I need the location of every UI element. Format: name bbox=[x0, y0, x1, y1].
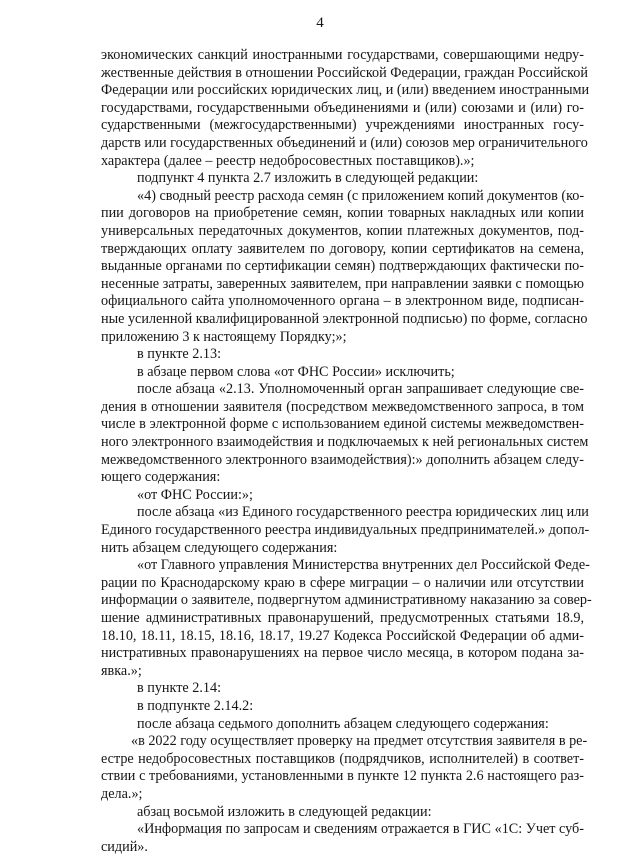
text-line: после абзаца седьмого дополнить абзацем следующего содержания: bbox=[137, 715, 549, 732]
text-line: характера (далее – реестр недобросовестных поставщиков).»; bbox=[101, 152, 475, 169]
text-line: дения в отношении заявителя (посредством межведомственного запроса, в том bbox=[101, 398, 584, 415]
text-line: универсальных передаточных документов, копии платежных документов, под- bbox=[101, 222, 584, 239]
text-line: «Информация по запросам и сведениям отражается в ГИС «1С: Учет суб- bbox=[137, 821, 584, 838]
document-body bbox=[101, 47, 592, 856]
text-line: ного электронного взаимодействия и подключаемых к ней региональных систем bbox=[101, 434, 589, 451]
text-line: официального сайта уполномоченного органа – в электронном виде, подписан- bbox=[101, 293, 584, 310]
text-line: 18.10, 18.11, 18.15, 18.16, 18.17, 19.27 Кодекса Российской Федерации об адми- bbox=[101, 627, 584, 644]
text-line: после абзаца «из Единого государственного реестра юридических лиц или bbox=[137, 504, 589, 521]
text-line: государствами, государственными объединениями и (или) союзами и (или) го- bbox=[101, 99, 584, 116]
text-line: абзац восьмой изложить в следующей редакции: bbox=[137, 803, 432, 820]
text-line: сидий». bbox=[101, 838, 148, 855]
text-line: в абзаце первом слова «от ФНС России» исключить; bbox=[137, 363, 455, 380]
text-line: информации о заявителе, подвергнутом административному наказанию за совер- bbox=[101, 592, 592, 609]
text-line: в подпункте 2.14.2: bbox=[137, 697, 254, 714]
text-line: ные усиленной квалифицированной электронной подписью) по форме, согласно bbox=[101, 310, 588, 327]
text-line: нистративных правонарушениях на первое число месяца, в котором подана за- bbox=[101, 645, 584, 662]
text-line: экономических санкций иностранными государствами, совершающими недру- bbox=[101, 47, 584, 63]
text-line: ствии с требованиями, установленными в пункте 12 пункта 2.6 настоящего раз- bbox=[101, 768, 584, 785]
text-line: в пункте 2.14: bbox=[137, 680, 222, 697]
text-line: нить абзацем следующего содержания: bbox=[101, 539, 338, 556]
text-line: выданные органами по сертификации семян) подтверждающих фактически по- bbox=[101, 258, 584, 275]
text-line: приложению 3 к настоящему Порядку;»; bbox=[101, 328, 347, 345]
text-line: подпункт 4 пункта 2.7 изложить в следующей редакции: bbox=[137, 170, 479, 187]
text-line: естре недобросовестных поставщиков (подрядчиков, исполнителей) в соответ- bbox=[101, 750, 584, 767]
text-line: в пункте 2.13: bbox=[137, 346, 222, 363]
text-line: пии договоров на приобретение семян, копии товарных накладных или копии bbox=[101, 205, 584, 222]
text-line: Единого государственного реестра индивидуальных предпринимателей.» допол- bbox=[101, 522, 590, 539]
text-line: Федерации или российских юридических лиц, и (или) введением иностранными bbox=[101, 82, 590, 99]
text-line: явка.»; bbox=[101, 662, 142, 679]
text-line: рации по Краснодарскому краю в сфере миграции – о наличии или отсутствии bbox=[101, 574, 584, 591]
text-line: межведомственного электронного взаимодействия):» дополнить абзацем следу- bbox=[101, 451, 584, 468]
text-line: шение административных правонарушений, предусмотренных статьями 18.9, bbox=[101, 610, 584, 626]
text-line: тверждающих оплату заявителем по договору, копии сертификатов на семена, bbox=[101, 240, 584, 257]
text-line: числе в электронной форме с использованием единой системы межведомствен- bbox=[101, 416, 584, 433]
page-number: 4 bbox=[316, 15, 324, 31]
text-line: дарств или государственных объединений и (или) союзов мер ограничительного bbox=[101, 134, 588, 151]
text-line: «4) сводный реестр расхода семян (с приложением копий документов (ко- bbox=[137, 187, 585, 204]
text-line: ющего содержания: bbox=[101, 469, 221, 486]
text-line: «от ФНС России:»; bbox=[137, 486, 253, 503]
text-line: «в 2022 году осуществляет проверку на предмет отсутствия заявителя в ре- bbox=[131, 733, 588, 750]
text-line: «от Главного управления Министерства внутренних дел Российской Феде- bbox=[137, 557, 590, 574]
text-line: дела.»; bbox=[101, 785, 143, 802]
text-line: сударственными (межгосударственными) учреждениями иностранных госу- bbox=[101, 117, 584, 134]
text-line: жественные действия в отношении Российской Федерации, граждан Российской bbox=[101, 64, 588, 81]
text-line: после абзаца «2.13. Уполномоченный орган запрашивает следующие све- bbox=[137, 381, 584, 398]
text-line: несенные затраты, заверенных заявителем, при направлении заявки с помощью bbox=[101, 275, 584, 292]
